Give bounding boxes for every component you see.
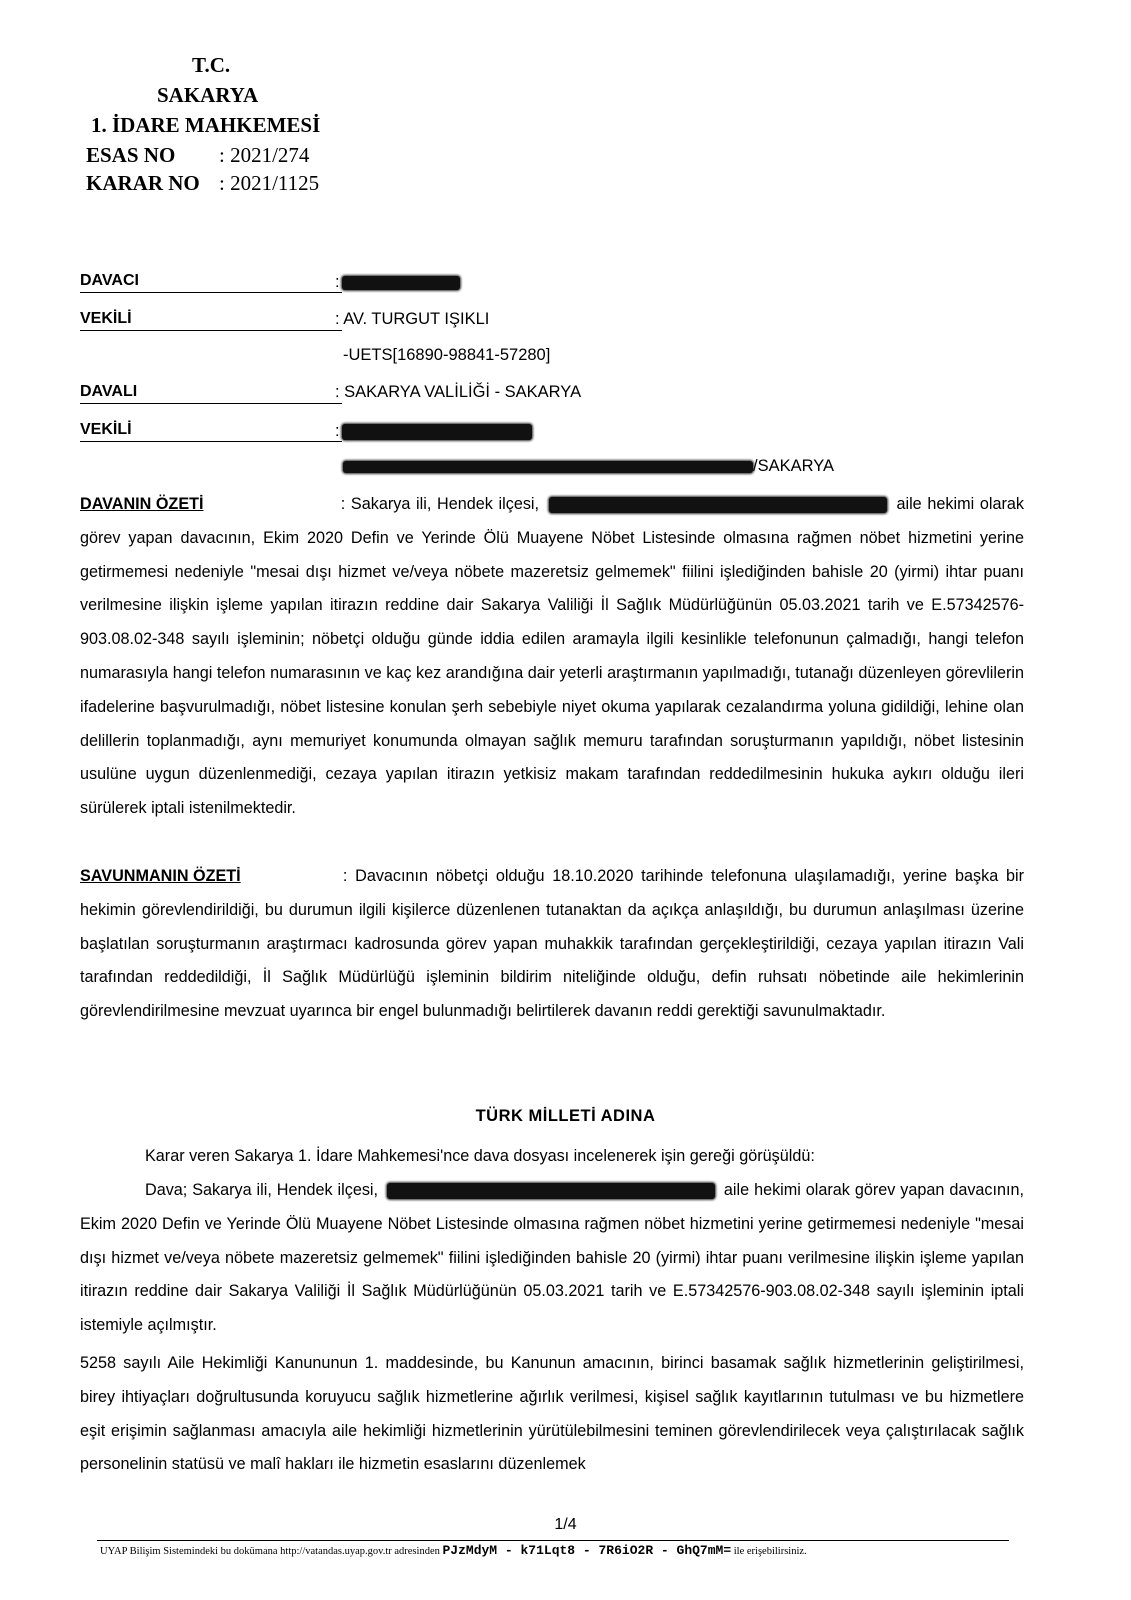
davali-label: DAVALI [80, 382, 342, 404]
davanin-ozeti-paragraph [80, 488, 1024, 826]
redaction-vekil2 [342, 424, 532, 440]
davanin-ozeti-text: olarak görev yapan davacının, Ekim 2020 Defin ve Yerinde Ölü Muayene Nöbet Listesinde olmasına rağmen nöbet hizmetini yerine getirmemesi nedeniyle "mesai dışı hizmet ve/veya nöbete mazeretsiz gelmemek" fiilini işlediğinden bahisle 20 (yirmi) ihtar puanı verilmesine ilişkin işleme yapılan itirazın reddine dair Sakarya Valiliği İl Sağlık Müdürlüğünün 05.03.2021 tarih ve E.57342576-903.08.02-348 sayılı işleminin; nöbetçi olduğu günde iddia edilen aramayla ilgili kesinlikle telefonunun çalmadığı, hangi telefon numarasıyla hangi telefon numarasının ve kaç kez arandığına dair yeterli araştırmanın yapılmadığı, tutanağı düzenleyen görevlilerin ifadelerine başvurulmadığı, nöbet listesine konulan şerh sebebiyle niyet okuma yapılarak cezalandırma yoluna gidildiği, lehine olan delillerin toplanmadığı, aynı memuriyet konumunda olmayan sağlık memuru tarafından soruşturmanın yapıldığı, nöbet listesinin usulüne uygun düzenlenmediği, cezaya yapılan itirazın yetkisiz makam tarafından reddedilmesinin hukuka aykırı olduğu ileri sürülerek iptali istenilmektedir. [80, 495, 1024, 818]
davaci-value [335, 271, 460, 293]
header-court: 1. İDARE MAHKEMESİ [91, 113, 321, 137]
davanin-ozeti-label: DAVANIN ÖZETİ [80, 495, 204, 513]
karar-p2-after: aile hekimi olarak görev yapan [723, 1181, 945, 1199]
footer-suffix: ile erişebilirsiniz. [733, 1546, 807, 1557]
footer-access-code: PJzMdyM - k71Lqt8 - 7R6iO2R - GhQ7mM= [442, 1543, 732, 1558]
footer-divider [97, 1540, 1009, 1541]
redaction-karar [387, 1183, 715, 1199]
vekil2-value [335, 420, 532, 442]
karar-label: KARAR NO [86, 171, 200, 195]
davanin-ozeti-lead: : Sakarya ili, Hendek ilçesi, [340, 495, 540, 513]
redaction-davaci [342, 276, 460, 290]
vekil2-label: VEKİLİ [80, 420, 342, 442]
davaci-colon: : [335, 273, 340, 291]
davanin-ozeti-after-redact: aile hekimi [896, 495, 975, 513]
savunmanin-ozeti-paragraph [80, 860, 1024, 1029]
page-number: 1/4 [554, 1516, 577, 1533]
vekil1-uets: -UETS[16890-98841-57280] [343, 346, 551, 364]
davali-value: : SAKARYA VALİLİĞİ - SAKARYA [335, 383, 582, 401]
savunmanin-ozeti-text: : Davacının nöbetçi olduğu 18.10.2020 tarihinde telefonuna ulaşılamadığı, yerine başka bir hekimin görevlendirildiği, bu durumun ilgili kişilerce düzenlenen tutanaktan da açıkça anlaşıldığı, bu durumun anlaşılması üzerine başlatılan soruşturmanın araştırmacı kadrosunda görev yapan muhakkik tarafından gerçekleştirildiği, cezaya yapılan itirazın Vali tarafından reddedildiği, İl Sağlık Müdürlüğü işleminin bildirim niteliğinde olduğu, defin ruhsatı nöbetinde aile hekimlerinin görevlendirilmesine mevzuat uyarınca bir engel bulunmadığı belirtilerek davanın reddi gerektiği savunulmaktadır. [80, 867, 1025, 1021]
redaction-vekil2-address [343, 461, 753, 473]
davaci-label: DAVACI [80, 271, 342, 293]
vekil2-address-suffix: /SAKARYA [753, 457, 835, 475]
vekil1-label: VEKİLİ [80, 309, 342, 331]
karar-p2-rest: davacının, Ekim 2020 Defin ve Yerinde Ölü Muayene Nöbet Listesinde olmasına rağmen nöbet hizmetini yerine getirmemesi nedeniyle "mesai dışı hizmet ve/veya nöbete mazeretsiz gelmemek" fiilini işlediğinden bahisle 20 (yirmi) ihtar puanı verilmesine ilişkin işleme yapılan itirazın reddine dair Sakarya Valiliği İl Sağlık Müdürlüğünün 05.03.2021 tarih ve E.57342576-903.08.02-348 sayılı işleminin iptali istemiyle açılmıştır. [80, 1181, 1025, 1335]
savunmanin-ozeti-label: SAVUNMANIN ÖZETİ [80, 867, 241, 885]
redaction-davanin-ozeti [549, 497, 887, 513]
esas-value: : 2021/274 [219, 143, 310, 167]
karar-paragraph-3: 5258 sayılı Aile Hekimliği Kanununun 1. maddesinde, bu Kanunun amacının, birinci basamak sağlık hizmetlerinin geliştirilmesi, birey ihtiyaçları doğrultusunda koruyucu sağlık hizmetlerine ağırlık verilmesi, kişisel sağlık kayıtlarının tutulması ve bu hizmetlere eşit erişimin sağlanması amacıyla aile hekimliği hizmetlerinin yürütülebilmesini teminen görevlendirilecek veya çalıştırılacak sağlık personelinin statüsü ve malî hakları ile hizmetin esaslarını düzenlemek [80, 1354, 1024, 1474]
karar-paragraph-2 [80, 1174, 1024, 1343]
karar-paragraph-1: Karar veren Sakarya 1. İdare Mahkemesi'nce dava dosyası incelenerek işin gereği görüşüldü: [145, 1147, 815, 1165]
vekil2-colon: : [335, 422, 340, 440]
header-tc: T.C. [192, 53, 231, 77]
karar-p2-lead: Dava; Sakarya ili, Hendek ilçesi, [145, 1181, 379, 1199]
footer-text [100, 1543, 1030, 1558]
vekil1-value: : AV. TURGUT IŞIKLI [335, 310, 490, 328]
karar-value: : 2021/1125 [219, 171, 320, 195]
vekil2-address [343, 455, 834, 477]
footer-prefix: UYAP Bilişim Sistemindeki bu dokümana http://vatandas.uyap.gov.tr adresinden [100, 1546, 440, 1557]
verdict-title: TÜRK MİLLETİ ADINA [475, 1107, 656, 1125]
header-city: SAKARYA [157, 83, 259, 107]
esas-label: ESAS NO [86, 143, 176, 167]
